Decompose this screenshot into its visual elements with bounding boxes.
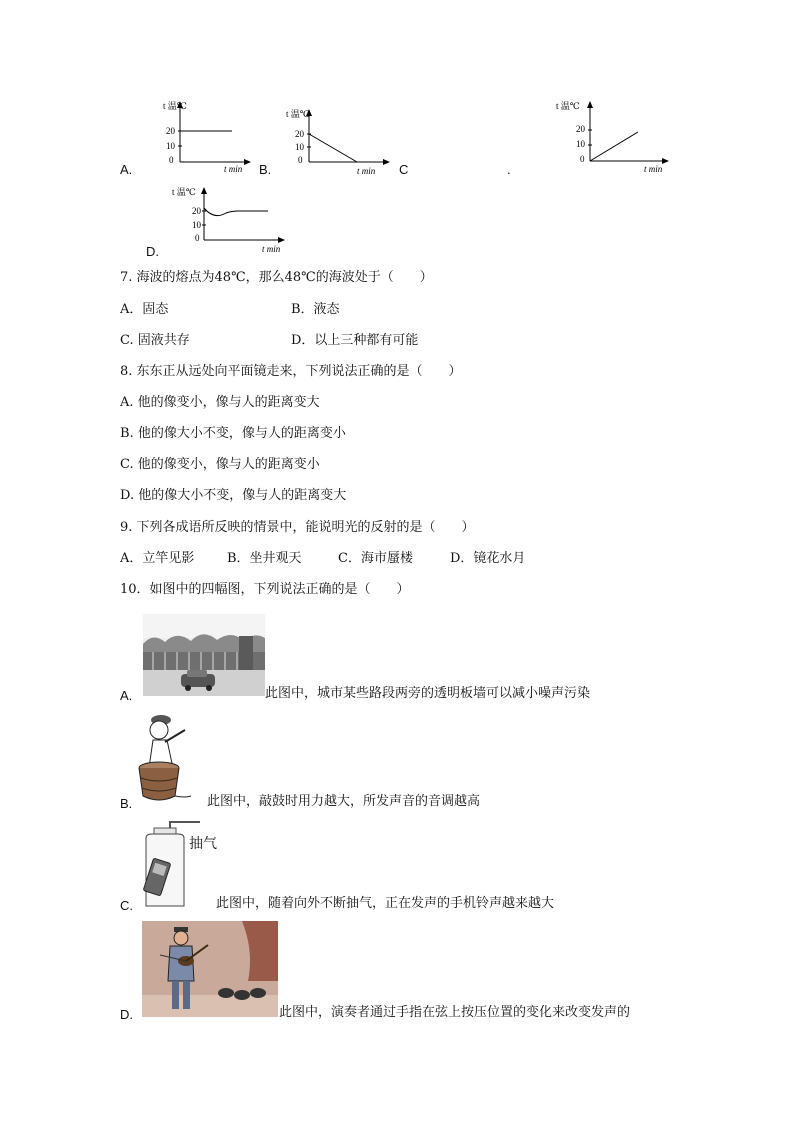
q10-c-letter: C. [120,898,133,913]
q10-c-text: 此图中，随着向外不断抽气，正在发声的手机铃声越来越大 [216,896,555,911]
graph-d [170,180,295,260]
q10-a-text: 此图中，城市某些路段两旁的透明板墙可以减小噪声污染 [265,686,591,701]
q10-b-drum-illustration [135,712,207,806]
q10-d-text: 此图中，演奏者通过手指在弦上按压位置的变化来改变发声的 [279,1005,631,1020]
q10-b-text: 此图中，敲鼓时用力越大，所发声音的音调越高 [207,794,481,809]
graph-a-tick-20: 20 [166,126,175,136]
graph-d-tick-10: 10 [192,220,201,230]
graph-d-xlabel: t min [262,244,281,254]
q10-stem: 10．如图中的四幅图，下列说法正确的是（ ） [120,582,410,597]
graph-c-xlabel: t min [644,164,663,174]
q8-option-b: B. 他的像大小不变，像与人的距离变小 [120,426,346,441]
q10-c-air-pump-label: 抽气 [189,836,217,852]
graph-a-tick-10: 10 [166,141,175,151]
q9-stem: 9. 下列各成语所反映的情景中，能说明光的反射的是（ ） [120,520,475,535]
graph-c-tick-20: 20 [576,124,585,134]
graph-c-tick-10: 10 [576,139,585,149]
q9-option-a: A．立竿见影 [120,551,195,566]
graph-b [283,102,395,180]
q8-option-d: D. 他的像大小不变，像与人的距离变大 [120,488,347,503]
graph-b-xlabel: t min [357,166,376,176]
graph-c [556,94,676,176]
graph-a-ylabel: t 温℃ [163,101,187,111]
graph-c-ylabel: t 温℃ [556,101,580,111]
graph-d-tick-0: 0 [195,233,200,243]
q8-option-c: C. 他的像变小，像与人的距离变小 [120,457,320,472]
q10-d-letter: D. [120,1007,133,1022]
graph-d-ylabel: t 温℃ [172,187,196,197]
graph-d-tick-20: 20 [192,206,201,216]
graph-a [160,96,255,176]
q10-c-jar-illustration [140,818,214,910]
graph-b-tick-10: 10 [295,142,304,152]
graph-option-b-letter: B. [259,162,272,177]
q10-d-performer-illustration [142,921,278,1017]
graph-a-tick-0: 0 [169,155,174,165]
graph-option-c-letter: C [399,162,409,177]
q7-option-d: D．以上三种都有可能 [291,333,419,348]
q9-option-c: C．海市蜃楼 [338,551,413,566]
q10-b-letter: B. [120,796,133,811]
q8-stem: 8. 东东正从远处向平面镜走来，下列说法正确的是（ ） [120,364,462,379]
q8-option-a: A. 他的像变小，像与人的距离变大 [120,395,320,410]
q9-option-b: B．坐井观天 [227,551,302,566]
graph-option-c-dot: . [507,162,511,177]
graph-b-ylabel: t 温℃ [286,109,310,119]
q10-a-letter: A. [120,688,133,703]
q7-option-b: B．液态 [291,302,340,317]
graph-option-d-letter: D. [146,244,159,259]
q7-stem: 7. 海波的熔点为48℃，那么48℃的海波处于（ ） [120,270,433,285]
graph-b-tick-20: 20 [295,129,304,139]
q7-option-c: C. 固液共存 [120,333,190,348]
graph-b-tick-0: 0 [298,155,303,165]
q10-a-street-photo [143,614,265,696]
graph-a-xlabel: t min [224,164,243,174]
q7-option-a: A．固态 [120,302,169,317]
q9-option-d: D．镜花水月 [450,551,526,566]
graph-option-a-letter: A. [120,162,133,177]
graph-c-tick-0: 0 [580,154,585,164]
